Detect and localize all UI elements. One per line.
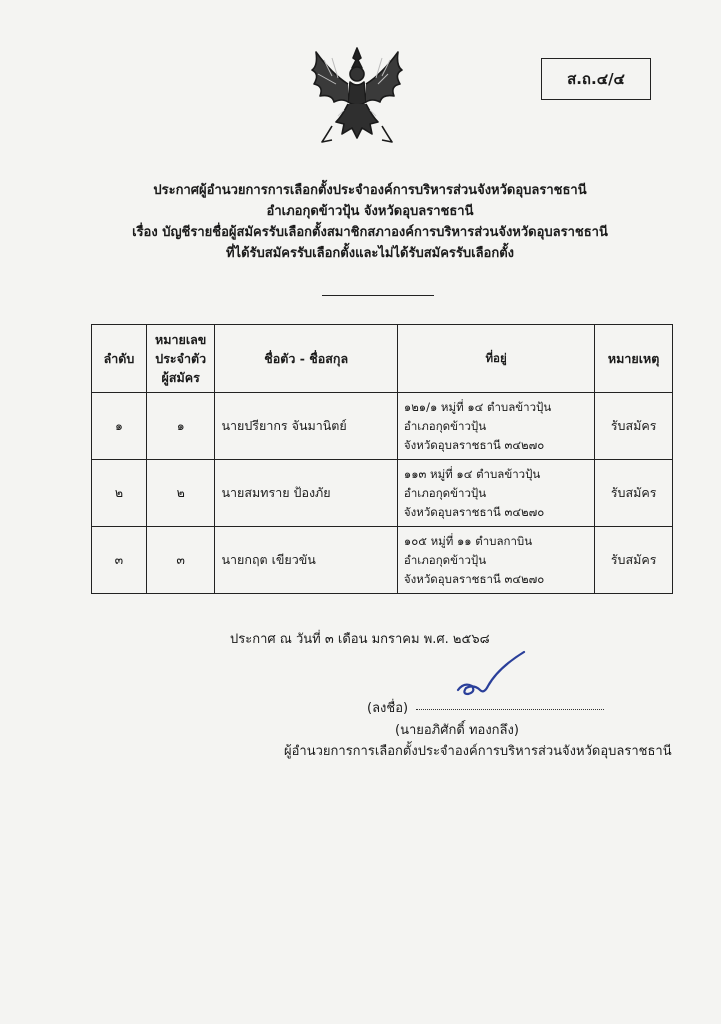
address-line: ๑๑๓ หมู่ที่ ๑๔ ตำบลข้าวปุ้น <box>403 466 541 481</box>
heading-line-4: ที่ได้รับสมัครรับเลือกตั้งและไม่ได้รับสมัครรับเลือกตั้ง <box>225 246 515 261</box>
header-name: ชื่อตัว - ชื่อสกุล <box>215 325 397 393</box>
header-note: หมายเหตุ <box>595 325 673 393</box>
table-row <box>92 460 673 527</box>
candidate-table <box>91 324 673 594</box>
address-line: อำเภอกุดข้าวปุ้น <box>403 418 487 433</box>
header-number-line-3: ผู้สมัคร <box>161 370 200 385</box>
cell-address <box>397 393 594 460</box>
announcement-date: ประกาศ ณ วันที่ ๓ เดือน มกราคม พ.ศ. ๒๕๖๘ <box>230 632 490 647</box>
announcement-heading <box>90 180 650 264</box>
cell-number: ๑ <box>146 393 215 460</box>
heading-line-3: เรื่อง บัญชีรายชื่อผู้สมัครรับเลือกตั้งสมาชิกสภาองค์การบริหารส่วนจังหวัดอุบลราชธานี <box>132 225 608 240</box>
cell-name: นายกฤต เขียวขัน <box>215 527 397 594</box>
signature-mark <box>450 646 530 702</box>
header-number-line-1: หมายเลข <box>155 332 207 347</box>
table-header-row <box>92 325 673 393</box>
cell-name: นายสมทราย ป้องภัย <box>215 460 397 527</box>
cell-note: รับสมัคร <box>595 527 673 594</box>
address-line: จังหวัดอุบลราชธานี ๓๔๒๗๐ <box>403 504 545 519</box>
cell-address <box>397 527 594 594</box>
sign-label: (ลงชื่อ) <box>367 701 409 716</box>
signer-title: ผู้อำนวยการการเลือกตั้งประจำองค์การบริหารส่วนจังหวัดอุบลราชธานี <box>284 744 672 759</box>
cell-number: ๒ <box>146 460 215 527</box>
header-number-line-2: ประจำตัว <box>155 351 207 366</box>
cell-address <box>397 460 594 527</box>
address-line: อำเภอกุดข้าวปุ้น <box>403 552 487 567</box>
cell-order: ๒ <box>92 460 147 527</box>
heading-line-2: อำเภอกุดข้าวปุ้น จังหวัดอุบลราชธานี <box>266 204 474 219</box>
address-line: จังหวัดอุบลราชธานี ๓๔๒๗๐ <box>403 571 545 586</box>
header-address: ที่อยู่ <box>397 325 594 393</box>
cell-number: ๓ <box>146 527 215 594</box>
cell-note: รับสมัคร <box>595 460 673 527</box>
header-number <box>146 325 215 393</box>
signature-line <box>416 709 604 710</box>
signer-name: (นายอภิศักดิ์ ทองกลึง) <box>395 723 519 738</box>
cell-order: ๓ <box>92 527 147 594</box>
header-order: ลำดับ <box>92 325 147 393</box>
address-line: ๑๐๕ หมู่ที่ ๑๑ ตำบลกาบิน <box>403 533 533 548</box>
table-row <box>92 393 673 460</box>
table-row <box>92 527 673 594</box>
heading-divider <box>322 295 434 296</box>
address-line: อำเภอกุดข้าวปุ้น <box>403 485 487 500</box>
address-line: ๑๒๑/๑ หมู่ที่ ๑๔ ตำบลข้าวปุ้น <box>403 399 552 414</box>
garuda-emblem-icon <box>302 44 412 148</box>
cell-order: ๑ <box>92 393 147 460</box>
heading-line-1: ประกาศผู้อำนวยการการเลือกตั้งประจำองค์การบริหารส่วนจังหวัดอุบลราชธานี <box>153 183 587 198</box>
cell-name: นายปรียากร จันมานิตย์ <box>215 393 397 460</box>
form-code-box <box>541 58 651 100</box>
cell-note: รับสมัคร <box>595 393 673 460</box>
address-line: จังหวัดอุบลราชธานี ๓๔๒๗๐ <box>403 437 545 452</box>
form-code: ส.ถ.๔/๔ <box>567 70 625 88</box>
